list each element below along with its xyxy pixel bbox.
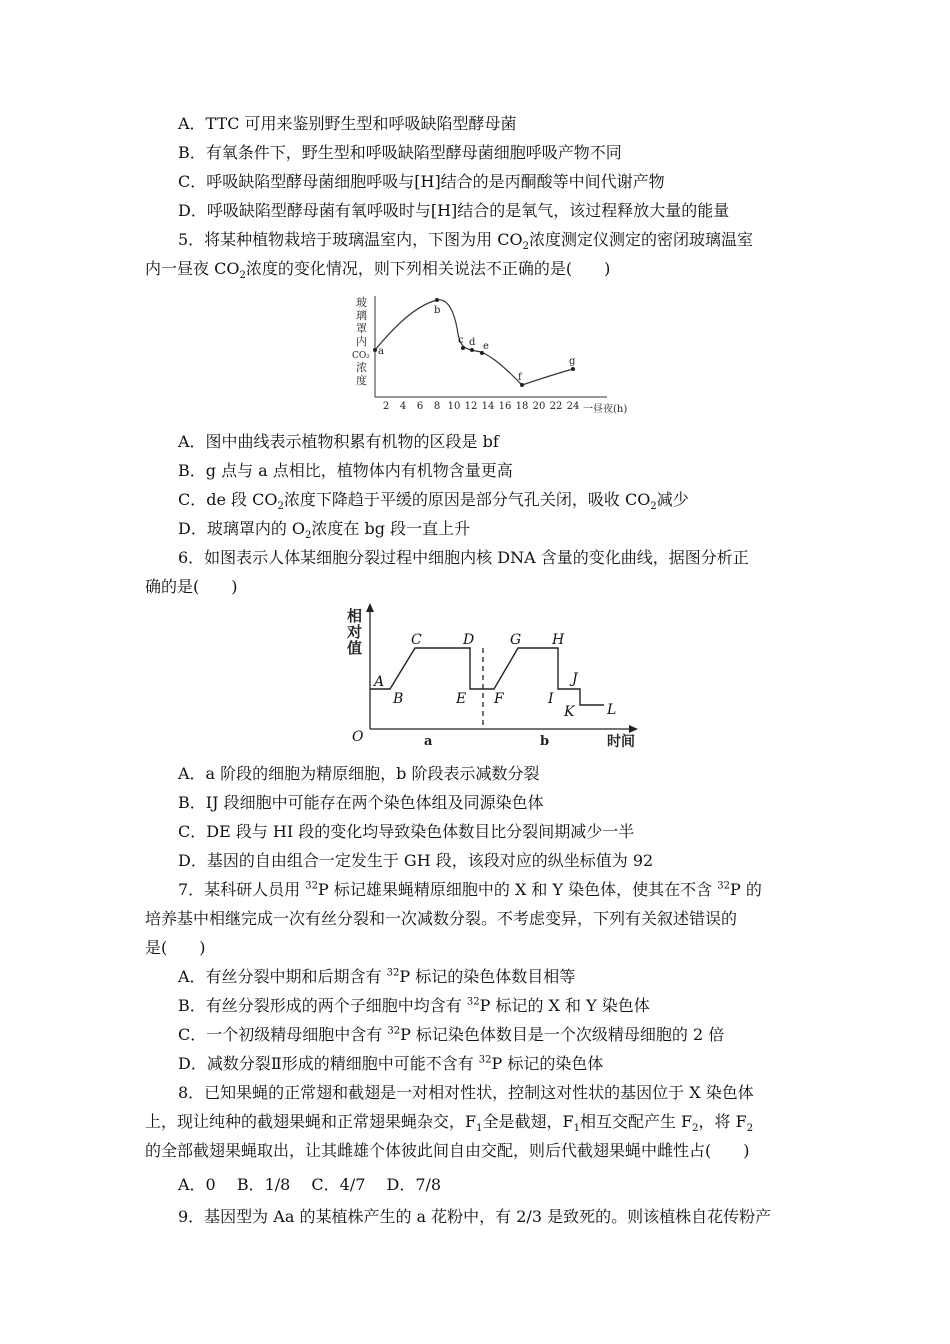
- point-label: H: [552, 632, 565, 648]
- point-label: c: [458, 335, 464, 346]
- co2-curve-figure: [345, 292, 635, 420]
- ylabel-char: 浓: [356, 361, 367, 374]
- point-label: g: [569, 356, 576, 367]
- q7-option-b: B．有丝分裂形成的两个子细胞中均含有 $^{32}$P 标记的 X 和 Y 染色体: [178, 996, 650, 1015]
- xtick-label: 6: [416, 401, 424, 412]
- ylabel-char: 内: [356, 335, 367, 348]
- xtick-label: 18: [515, 401, 529, 412]
- curve-point-labels: [372, 632, 616, 720]
- ylabel-char: 对: [347, 623, 363, 641]
- xtick-label: 24: [566, 401, 580, 412]
- point-label: e: [483, 341, 489, 352]
- point-label: a: [378, 346, 384, 357]
- q9-stem-line1: 9．基因型为 Aa 的某植株产生的 a 花粉中，有 2/3 是致死的。则该植株自花传粉产: [178, 1207, 772, 1226]
- q7-stem-line2: 培养基中相继完成一次有丝分裂和一次减数分裂。不考虑变异，下列有关叙述错误的: [145, 909, 738, 928]
- figure2-xlabel: 时间: [607, 734, 635, 750]
- q8-stem-line2: 上，现让纯种的截翅果蝇和正常翅果蝇杂交，$F_1$全是截翅，$F_1$相互交配产生 $F_2$，将 $F_2$: [145, 1112, 754, 1135]
- q5-option-b: B．g 点与 a 点相比，植物体内有机物含量更高: [178, 461, 513, 480]
- dna-curve: [370, 648, 604, 705]
- ylabel-char: CO₂: [352, 351, 370, 361]
- q6-stem-line1: 6．如图表示人体某细胞分裂过程中细胞内核 DNA 含量的变化曲线，据图分析正: [178, 548, 749, 567]
- ylabel-char: 璃: [356, 309, 367, 322]
- ylabel-char: 度: [356, 374, 367, 387]
- figure2-ylabel: [346, 607, 362, 657]
- q5-option-c: C．de 段 $CO_2$浓度下降趋于平缓的原因是部分气孔关闭，吸收 $CO_2$减少: [178, 490, 689, 513]
- xtick-label: 12: [464, 401, 478, 412]
- xtick-label: 20: [532, 401, 546, 412]
- q6-option-a: A．a 阶段的细胞为精原细胞，b 阶段表示减数分裂: [178, 764, 540, 783]
- q7-stem-line1: 7．某科研人员用 $^{32}$P 标记雄果蝇精原细胞中的 X 和 Y 染色体，使其在不含 $^{32}$P 的: [178, 880, 762, 899]
- point-label: B: [393, 691, 404, 707]
- ylabel-char: 值: [347, 639, 363, 657]
- point-d: [470, 348, 474, 352]
- point-label: L: [607, 702, 617, 718]
- point-label: f: [518, 372, 522, 383]
- point-b: [435, 298, 439, 302]
- figure1-ylabel: [352, 295, 370, 387]
- phase-b-label: b: [540, 734, 550, 749]
- ylabel-char: 罩: [356, 322, 367, 335]
- q8-stem-line1: 8．已知果蝇的正常翅和截翅是一对相对性状，控制这对性状的基因位于 X 染色体: [178, 1083, 754, 1102]
- xtick-label: 4: [399, 401, 407, 412]
- q6-stem-line2: 确的是( ): [145, 577, 238, 596]
- point-label: F: [494, 691, 504, 707]
- q4-option-d: D．呼吸缺陷型酵母菌有氧呼吸时与[H]结合的是氧气，该过程释放大量的能量: [178, 201, 730, 220]
- q6-option-b: B．IJ 段细胞中可能存在两个染色体组及同源染色体: [178, 793, 544, 812]
- point-label: D: [463, 632, 475, 648]
- xtick-label: 2: [382, 401, 390, 412]
- point-g: [571, 367, 575, 371]
- point-label: I: [548, 691, 554, 707]
- y-axis-arrow: [366, 603, 374, 612]
- point-f: [520, 383, 524, 387]
- point-label: A: [374, 674, 385, 690]
- x-axis-arrow: [629, 725, 638, 733]
- origin-label: O: [352, 729, 364, 745]
- ylabel-char: 玻: [356, 296, 367, 309]
- point-label: d: [469, 337, 476, 348]
- ylabel-char: 相: [347, 607, 363, 625]
- q5-stem-line2: 内一昼夜 $CO_2$浓度的变化情况，则下列相关说法不正确的是( ): [145, 259, 611, 282]
- q4-option-b: B．有氧条件下，野生型和呼吸缺陷型酵母菌细胞呼吸产物不同: [178, 143, 622, 162]
- q7-option-a: A．有丝分裂中期和后期含有 $^{32}$P 标记的染色体数目相等: [178, 967, 576, 986]
- q6-option-d: D．基因的自由组合一定发生于 GH 段，该段对应的纵坐标值为 92: [178, 851, 654, 870]
- point-label: K: [564, 704, 575, 720]
- xtick-label: 22: [549, 401, 563, 412]
- q5-stem-line1: 5．将某种植物栽培于玻璃温室内，下图为用 $CO_2$浓度测定仪测定的密闭玻璃温室: [178, 230, 754, 253]
- q8-options: A．0 B．1/8 C．4/7 D．7/8: [178, 1175, 442, 1194]
- xtick-label: 10: [447, 401, 461, 412]
- q6-option-c: C．DE 段与 HI 段的变化均导致染色体数目比分裂间期减少一半: [178, 822, 635, 841]
- figure1-xlabel: 一昼夜(h): [583, 404, 628, 415]
- phase-a-label: a: [424, 734, 433, 749]
- xtick-label: 8: [433, 401, 441, 412]
- figure1-xticks: [383, 401, 580, 412]
- point-c: [461, 346, 465, 350]
- point-label: b: [434, 305, 441, 316]
- q4-option-c: C．呼吸缺陷型酵母菌细胞呼吸与[H]结合的是丙酮酸等中间代谢产物: [178, 172, 665, 191]
- point-label: G: [510, 632, 522, 648]
- point-label: C: [411, 632, 422, 648]
- point-label: E: [456, 691, 467, 707]
- dna-content-figure: [340, 603, 645, 753]
- point-a: [373, 348, 377, 352]
- q8-stem-line3: 的全部截翅果蝇取出，让其雌雄个体彼此间自由交配，则后代截翅果蝇中雌性占( ): [145, 1141, 750, 1160]
- q7-stem-line3: 是( ): [145, 938, 206, 957]
- point-label: J: [572, 671, 578, 687]
- q4-option-a: A．TTC 可用来鉴别野生型和呼吸缺陷型酵母菌: [178, 114, 517, 133]
- q7-option-c: C．一个初级精母细胞中含有 $^{32}$P 标记染色体数目是一个次级精母细胞的 2 倍: [178, 1025, 725, 1044]
- q5-option-a: A．图中曲线表示植物积累有机物的区段是 bf: [178, 432, 499, 451]
- xtick-label: 14: [481, 401, 495, 412]
- q5-option-d: D．玻璃罩内的 $O_2$浓度在 bg 段一直上升: [178, 519, 471, 542]
- xtick-label: 16: [498, 401, 512, 412]
- q7-option-d: D．减数分裂Ⅱ形成的精细胞中可能不含有 $^{32}$P 标记的染色体: [178, 1054, 604, 1073]
